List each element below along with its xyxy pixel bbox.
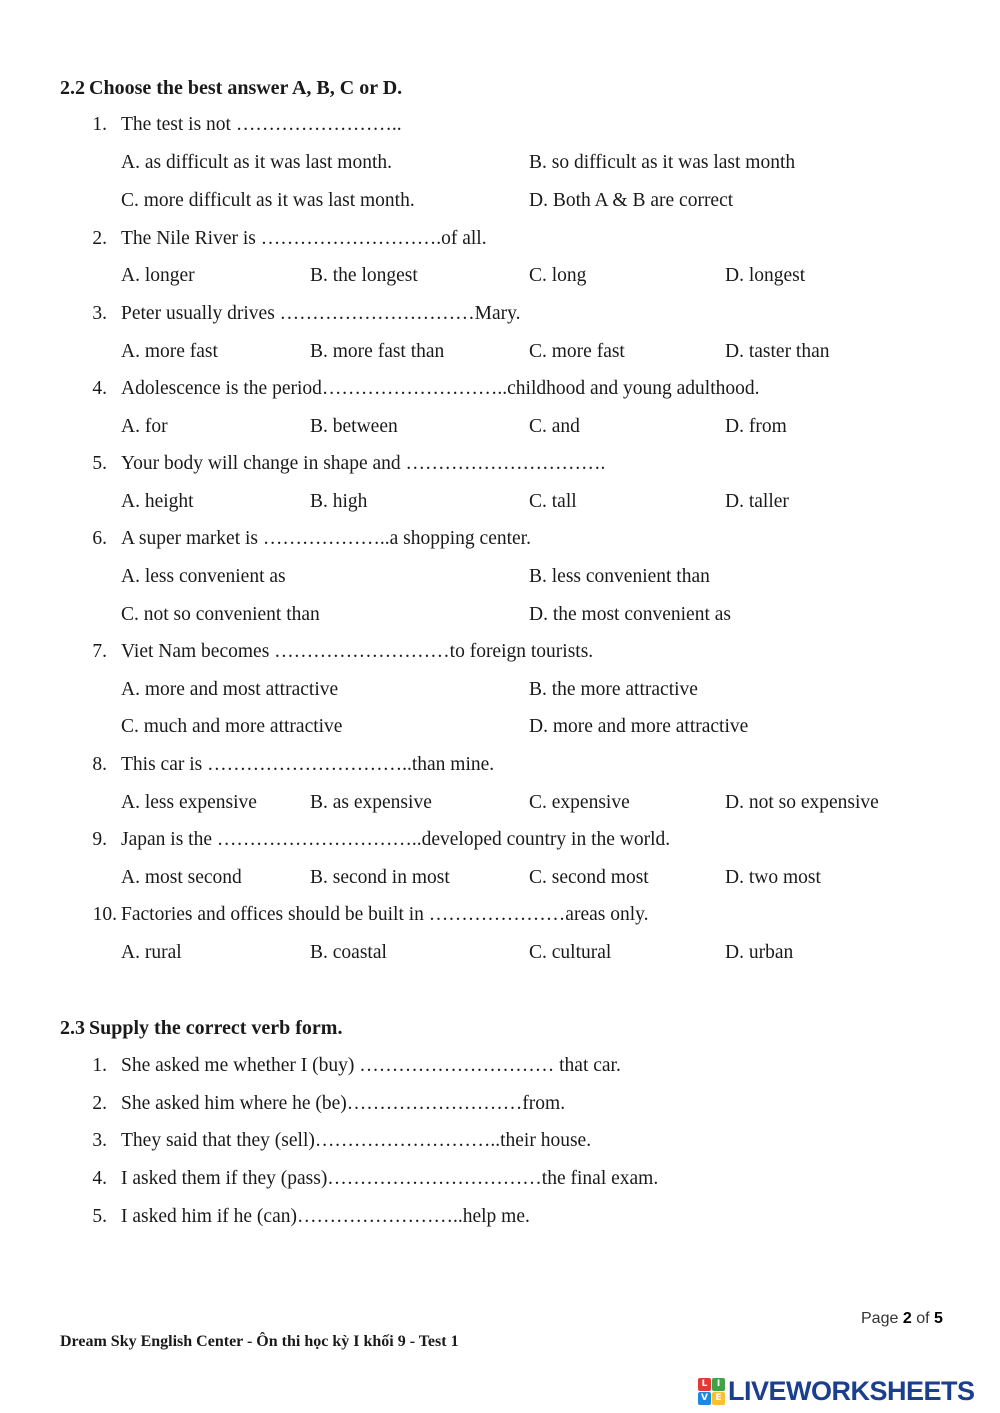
section-number: 2.3	[60, 1017, 85, 1039]
question-text: The Nile River is ……………………….of all.	[121, 228, 487, 249]
q10-option-a[interactable]: A. rural	[121, 942, 182, 963]
question-number: 1.	[92, 114, 107, 135]
section-number: 2.2	[60, 77, 85, 99]
badge-letter-l: L	[698, 1378, 711, 1391]
q7-option-b[interactable]: B. the more attractive	[529, 679, 698, 700]
question-number: 8.	[92, 754, 107, 775]
liveworksheets-logo[interactable]: LIVEWORKSHEETS	[728, 1376, 975, 1406]
item-text: She asked him where he (be)………………………from.	[121, 1093, 566, 1114]
item-number: 4.	[92, 1168, 107, 1189]
q4-option-a[interactable]: A. for	[121, 416, 168, 437]
q3-option-b[interactable]: B. more fast than	[310, 341, 445, 362]
question-number: 6.	[92, 528, 107, 549]
q6-option-c[interactable]: C. not so convenient than	[121, 604, 320, 625]
item-text: She asked me whether I (buy) ………………………… that car.	[121, 1055, 621, 1076]
q3-option-a[interactable]: A. more fast	[121, 341, 218, 362]
question-number: 3.	[92, 303, 107, 324]
item-number: 3.	[92, 1130, 107, 1151]
question-text: Adolescence is the period………………………..childhood and young adulthood.	[121, 378, 760, 399]
q6-option-b[interactable]: B. less convenient than	[529, 566, 710, 587]
q5-option-d[interactable]: D. taller	[725, 491, 789, 512]
question-text: Peter usually drives …………………………Mary.	[121, 303, 521, 324]
q7-option-d[interactable]: D. more and more attractive	[529, 716, 749, 737]
question-number: 10.	[92, 904, 117, 925]
q1-option-d[interactable]: D. Both A & B are correct	[529, 190, 734, 211]
badge-letter-i: I	[712, 1378, 725, 1391]
q10-option-b[interactable]: B. coastal	[310, 942, 387, 963]
question-number: 7.	[92, 641, 107, 662]
q9-option-c[interactable]: C. second most	[529, 867, 649, 888]
q5-option-b[interactable]: B. high	[310, 491, 368, 512]
q8-option-a[interactable]: A. less expensive	[121, 792, 257, 813]
badge-letter-v: V	[698, 1392, 711, 1405]
question-text: Factories and offices should be built in …………………areas only.	[121, 904, 649, 925]
q10-option-d[interactable]: D. urban	[725, 942, 794, 963]
q3-option-c[interactable]: C. more fast	[529, 341, 625, 362]
q4-option-d[interactable]: D. from	[725, 416, 787, 437]
q7-option-c[interactable]: C. much and more attractive	[121, 716, 343, 737]
item-number: 5.	[92, 1206, 107, 1227]
q2-option-a[interactable]: A. longer	[121, 265, 195, 286]
q1-option-c[interactable]: C. more difficult as it was last month.	[121, 190, 415, 211]
section-title: Choose the best answer A, B, C or D.	[89, 77, 403, 99]
q9-option-d[interactable]: D. two most	[725, 867, 821, 888]
q2-option-b[interactable]: B. the longest	[310, 265, 418, 286]
question-text: This car is …………………………..than mine.	[121, 754, 495, 775]
q1-option-b[interactable]: B. so difficult as it was last month	[529, 152, 796, 173]
item-text: They said that they (sell)………………………..their house.	[121, 1130, 592, 1151]
q9-option-a[interactable]: A. most second	[121, 867, 242, 888]
page-total: 5	[933, 1310, 943, 1327]
question-number: 9.	[92, 829, 107, 850]
q6-option-d[interactable]: D. the most convenient as	[529, 604, 731, 625]
q5-option-c[interactable]: C. tall	[529, 491, 577, 512]
question-text: Viet Nam becomes ………………………to foreign tourists.	[121, 641, 594, 662]
page-number	[861, 1310, 943, 1328]
q4-option-b[interactable]: B. between	[310, 416, 398, 437]
footer-text: Dream Sky English Center - Ôn thi học kỳ I khối 9 - Test 1	[60, 1333, 459, 1350]
q4-option-c[interactable]: C. and	[529, 416, 580, 437]
question-text: The test is not ……………………..	[121, 114, 402, 135]
q9-option-b[interactable]: B. second in most	[310, 867, 450, 888]
section-title: Supply the correct verb form.	[89, 1017, 343, 1039]
liveworksheets-badge-icon	[698, 1378, 726, 1406]
question-number: 5.	[92, 453, 107, 474]
q3-option-d[interactable]: D. taster than	[725, 341, 830, 362]
item-number: 2.	[92, 1093, 107, 1114]
q8-option-c[interactable]: C. expensive	[529, 792, 630, 813]
item-number: 1.	[92, 1055, 107, 1076]
question-text: Your body will change in shape and ………………………….	[121, 453, 606, 474]
q2-option-d[interactable]: D. longest	[725, 265, 806, 286]
question-text: Japan is the …………………………..developed country in the world.	[121, 829, 671, 850]
page-of: of	[916, 1310, 930, 1327]
badge-letter-e: E	[712, 1392, 725, 1405]
question-text: A super market is ………………..a shopping center.	[121, 528, 531, 549]
q2-option-c[interactable]: C. long	[529, 265, 587, 286]
section-2-2-heading	[60, 77, 402, 100]
item-text: I asked them if they (pass)……………………………the final exam.	[121, 1168, 659, 1189]
q10-option-c[interactable]: C. cultural	[529, 942, 612, 963]
q7-option-a[interactable]: A. more and most attractive	[121, 679, 339, 700]
q8-option-b[interactable]: B. as expensive	[310, 792, 432, 813]
page-label: Page	[861, 1310, 899, 1327]
question-number: 4.	[92, 378, 107, 399]
q6-option-a[interactable]: A. less convenient as	[121, 566, 286, 587]
section-2-3-heading	[60, 1017, 342, 1040]
q8-option-d[interactable]: D. not so expensive	[725, 792, 879, 813]
question-number: 2.	[92, 228, 107, 249]
item-text: I asked him if he (can)……………………..help me.	[121, 1206, 530, 1227]
page-current: 2	[902, 1310, 912, 1327]
q5-option-a[interactable]: A. height	[121, 491, 194, 512]
q1-option-a[interactable]: A. as difficult as it was last month.	[121, 152, 392, 173]
